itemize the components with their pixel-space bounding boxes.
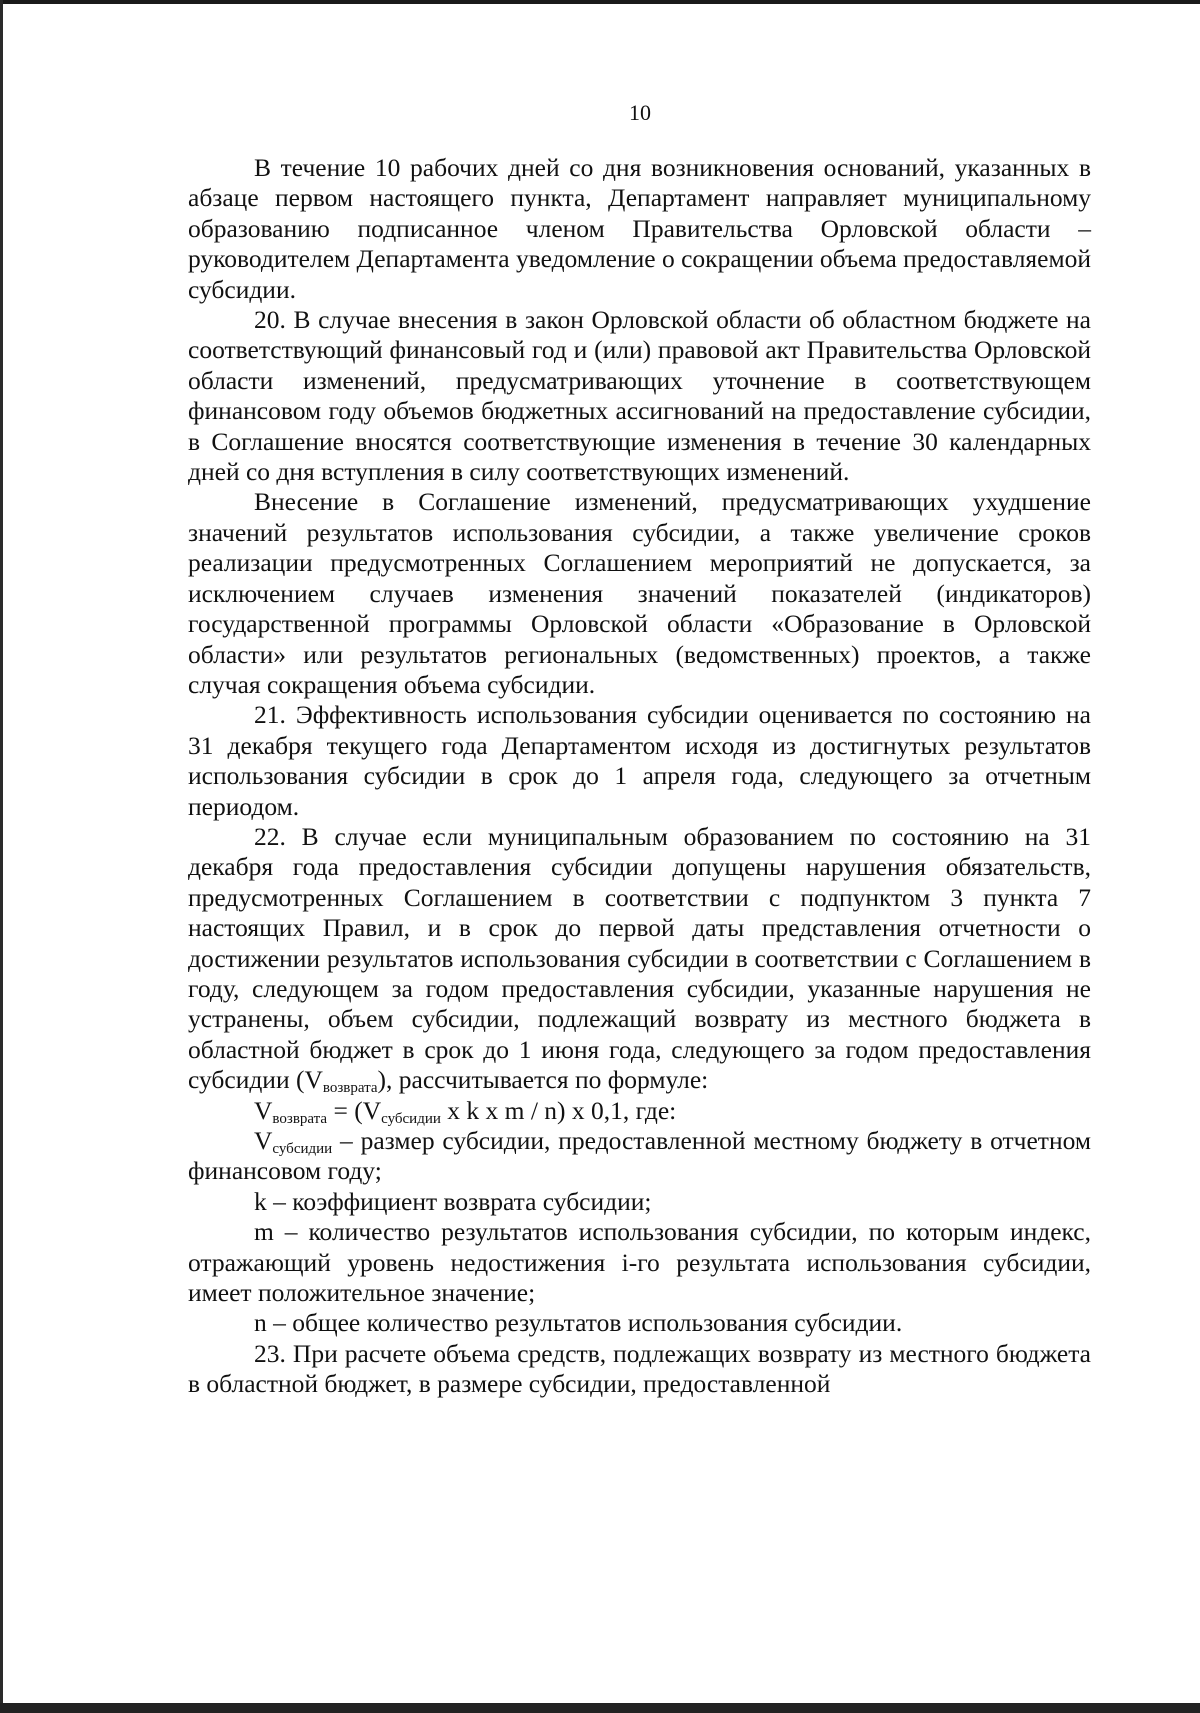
paragraph-22 [188, 822, 1091, 1096]
definition-k: k – коэффициент возврата субсидии; [254, 1186, 652, 1216]
paragraph-22-text: 22. В случае если муниципальным образованием по состоянию на 31 декабря года предоставления субсидии допущены нарушения обязательств, предусмотренных Соглашением в соответствии с подпунктом 3 пункта 7 настоящих Правил, и в срок до первой даты представления отчетности о достижении результатов использования субсидии в соответствии с Соглашением в году, следующем за годом предоставления субсидии, указанные нарушения не устранены, объем субсидии, подлежащий возврату из местного бюджета в областной бюджет в срок до 1 июня года, следующего за годом предоставления субсидии (V [188, 821, 1091, 1095]
formula [188, 1096, 1091, 1126]
page-number: 10 [629, 100, 651, 125]
paragraph-22-subscript: возврата [322, 1080, 378, 1097]
definition-n: n – общее количество результатов использования субсидии. [254, 1308, 903, 1338]
paragraph-21: 21. Эффективность использования субсидии оценивается по состоянию на 31 декабря текущего года Департаментом исходя из достигнутых результатов использования субсидии в срок до 1 апреля года, следующего за отчетным периодом. [188, 700, 1091, 821]
definition-v-subsidy [188, 1126, 1091, 1187]
scan-edge-bottom [0, 1703, 1200, 1713]
formula-rest: x k x m / n) x 0,1, где: [440, 1095, 677, 1125]
formula-v: V [254, 1095, 273, 1125]
paragraph-20: 20. В случае внесения в закон Орловской области об областном бюджете на соответствующий финансовый год и (или) правовой акт Правительства Орловской области изменений, предусматривающих уточнение в соответствующем финансовом году объемов бюджетных ассигнований на предоставление субсидии, в Соглашение вносятся соответствующие изменения в течение 30 календарных дней со дня вступления в силу соответствующих изменений. [188, 305, 1091, 487]
definition-m: m – количество результатов использования субсидии, по которым индекс, отражающий уровень недостижения i-го результата использования субсидии, имеет положительное значение; [188, 1217, 1091, 1308]
formula-sub-return: возврата [272, 1110, 328, 1127]
scan-edge-top [0, 0, 1200, 4]
definition-v-subscript: субсидии [272, 1141, 333, 1157]
document-body [188, 153, 1091, 1400]
formula-eq-open: = (V [327, 1095, 382, 1125]
scan-edge-left [0, 0, 3, 1713]
paragraph-notice: В течение 10 рабочих дней со дня возникновения оснований, указанных в абзаце первом настоящего пункта, Департамент направляет муниципальному образованию подписанное членом Правительства Орловской области – руководителем Департамента уведомление о сокращении объема предоставляемой субсидии. [188, 153, 1091, 304]
paragraph-23: 23. При расчете объема средств, подлежащих возврату из местного бюджета в областной бюджет, в размере субсидии, предоставленной [188, 1338, 1091, 1399]
paragraph-amendments: Внесение в Соглашение изменений, предусматривающих ухудшение значений результатов использования субсидии, а также увеличение сроков реализации предусмотренных Соглашением мероприятий не допускается, за исключением случаев изменения значений показателей (индикаторов) государственной программы Орловской области «Образование в Орловской области» или результатов региональных (ведомственных) проектов, а также случая сокращения объема субсидии. [188, 487, 1091, 699]
definition-v-letter: V [254, 1126, 273, 1155]
definition-v-text: – размер субсидии, предоставленной местному бюджету в отчетном финансовом году; [188, 1126, 1091, 1186]
formula-sub-subsidy: субсидии [381, 1110, 441, 1127]
paragraph-22-tail: ), рассчитывается по формуле: [377, 1065, 709, 1095]
